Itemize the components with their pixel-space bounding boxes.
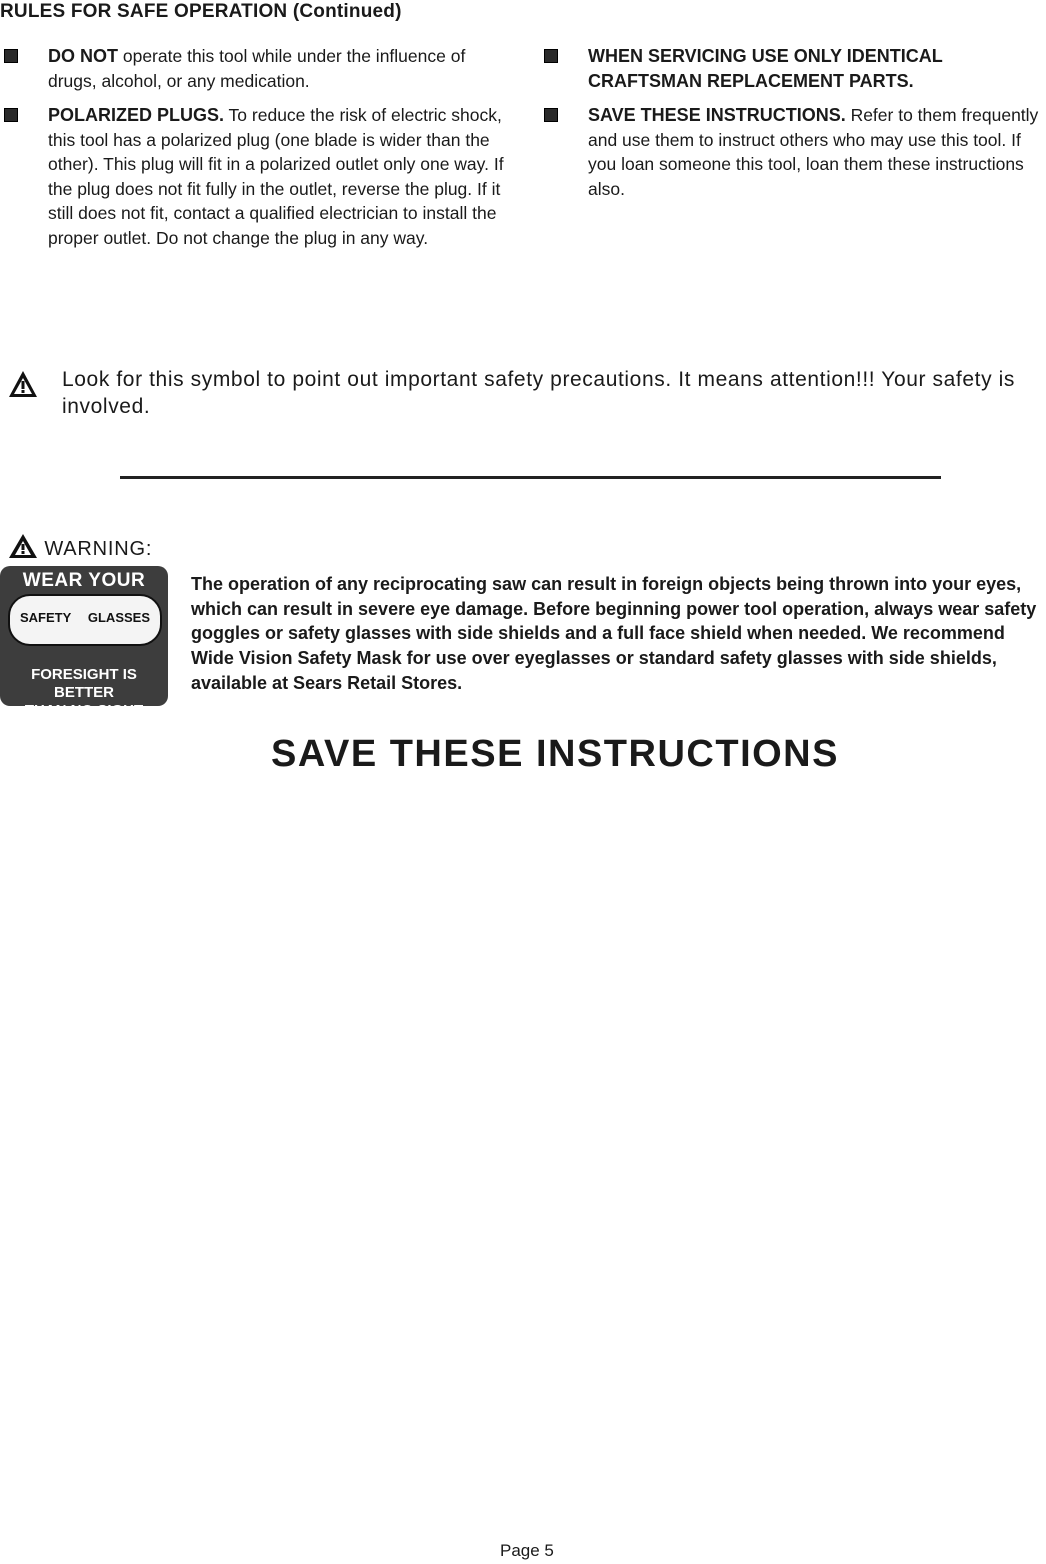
square-bullet-icon [4,108,18,122]
rule-text: operate this tool while under the influence of drugs, alcohol, or any medication. [48,46,466,91]
warning-label: WARNING: [44,538,153,560]
badge-right-lens-text: GLASSES [87,610,150,625]
warning-body-text: The operation of any reciprocating saw can result in foreign objects being thrown into your eyes, which can result in severe eye damage. Before beginning power tool operation, always wear safety goggles or safety glasses with side shields and a full face shield when needed. We recommend Wide Vision Safety Mask for use over eyeglasses or standard safety glasses with side shields, available at Sears Retail Stores. [191,574,1037,693]
rule-servicing [540,44,1040,93]
rule-polarized-plugs [0,103,510,250]
rule-lead: POLARIZED PLUGS. [48,105,225,125]
rule-text: To reduce the risk of electric shock, this tool has a polarized plug (one blade is wider than the other). This plug will fit in a polarized outlet only one way. If the plug does not fit fully in the outlet, reverse the plug. If it still does not fit, contact a qualified electrician to install the proper outlet. Do not change the plug in any way. [48,105,504,248]
badge-top-text: WEAR YOUR [22,570,146,591]
rules-left-column [0,44,510,260]
square-bullet-icon [4,49,18,63]
rule-lead: WHEN SERVICING USE ONLY IDENTICAL CRAFTSMAN REPLACEMENT PARTS. [588,46,943,91]
rules-right-column [540,44,1040,211]
warning-triangle-icon [8,533,38,559]
square-bullet-icon [544,108,558,122]
square-bullet-icon [544,49,558,63]
section-divider [120,476,941,479]
rule-save-instructions [540,103,1040,201]
badge-bottom-text [0,666,168,720]
safety-symbol-note [8,366,1038,420]
warning-heading [8,533,152,561]
rule-lead: SAVE THESE INSTRUCTIONS. [588,105,846,125]
badge-left-lens-text: SAFETY [20,610,72,625]
safety-glasses-badge [0,566,168,719]
symbol-note-text: Look for this symbol to point out important safety precautions. It means attention!!! Your safety is involved. [62,368,1015,418]
rule-text: Refer to them frequently and use them to instruct others who may use this tool. If you loan someone this tool, loan them these instructions also. [588,105,1039,199]
rule-lead: DO NOT [48,46,118,66]
save-instructions-title: SAVE THESE INSTRUCTIONS [271,733,839,775]
safety-alert-icon [8,370,38,398]
page-number: Page 5 [500,1541,554,1560]
badge-bottom-line-1: FORESIGHT IS BETTER [31,666,137,701]
rule-do-not [0,44,510,93]
badge-bottom-line-2: THAN NO SIGHT [24,702,144,719]
page-heading: RULES FOR SAFE OPERATION (Continued) [0,1,402,22]
goggles-icon [8,594,162,646]
